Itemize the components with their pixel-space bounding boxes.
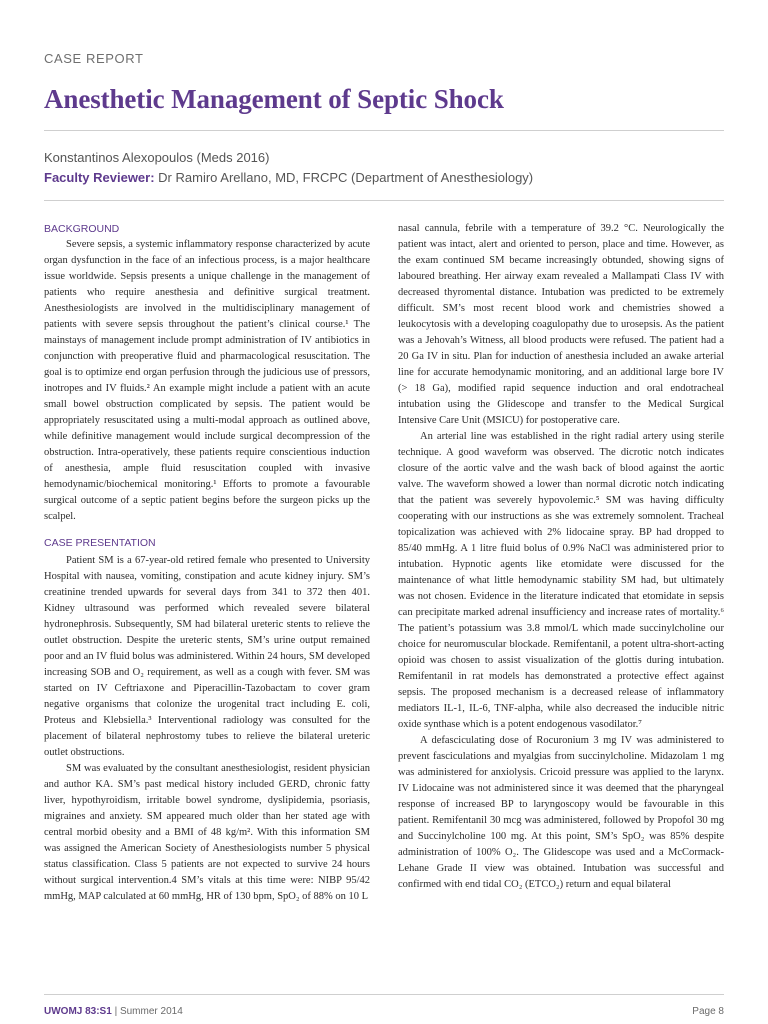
left-column — [44, 221, 370, 985]
right-paragraph-1: nasal cannula, febrile with a temperature of 39.2 °C. Neurologically the patient was intact, alert and oriented to person, place and time. However, as the exam continued SM became increasingly obtunded, showing signs of laboured breathing. Her airway exam revealed a Mallampati Class IV with decreased thyromental distance. Intubation was predicted to be extremely difficult. SM’s most recent blood work and chemistries showed a leukocytosis with a developing coagulopathy due to urosepsis. As the patient was a Jehovah’s Witness, all blood products were refused. The patient had a 20 Ga IV in situ. Plan for induction of anesthesia included an awake arterial line for accurate hemodynamic monitoring, and an additional large bore IV (> 18 Ga), modified rapid sequence induction and oral endotracheal intubation using the Glidescope and transfer to the Medical Surgical Intensive Care Unit (MSICU) for postoperative care. — [398, 223, 724, 426]
issue-date: Summer 2014 — [119, 1006, 183, 1017]
reviewer-line — [44, 170, 533, 185]
case-paragraph-2: SM was evaluated by the consultant anesthesiologist, resident physician and author KA. SM’s past medical history included GERD, chronic fatty liver, hypothyroidism, irritable bowel syndrome, dyslipidemia, psoriasis, migraines and anxiety. SM appeared much older than her stated age with central morbid obesity and a BMI of 48 kg/m². With this information SM was assigned the American Society of Anesthesiologists number 5 physical status classification. Class 5 patients are not expected to survive 24 hours without surgical intervention.4 SM’s vitals at this time were: NIBP 95/42 mmHg, MAP calculated at 60 mmHg, HR of 130 bpm, SpO₂ of 88% on 10 L — [44, 763, 370, 902]
right-paragraph-2: An arterial line was established in the right radial artery using sterile technique. A good waveform was observed. The dicrotic notch indicates closure of the aortic valve and the wash back of blood against the aortic valve. The waveform showed a lower than normal dicrotic notch indicating that the patient was severely hypovolemic.⁵ SM was having difficulty cooperating with our instructions as she was extremely somnolent. Tracheal topicalization was achieved with 2% lidocaine spray. BP had dropped to 85/40 mmHg. A 1 litre fluid bolus of 0.9% NaCl was administered prior to intubation. Hypnotic agents like etomidate were discussed for the maintenance of what little hemodynamic stability SM had, but ultimately was not chosen. Evidence in the literature indicated that etomidate in sepsis can precipitate marked adrenal insufficiency and increase rates of mortality.⁶ The patient’s potassium was 3.8 mmol/L which made succinylcholine our choice for neuromuscular blockade. Remifentanil, a potent ultra-short-acting opioid was chosen to assist visualization of the glottis during intubation. Remifentanil in rat models has demonstrated a protective effect against sepsis. The proposed mechanism is a decreased release of inflammatory mediators IL-1, IL-6, TNF-alpha, while also decreased the inducible nitric oxide synthase which is a potent endogenous vasodilator.⁷ — [398, 431, 724, 730]
reviewer-name: Dr Ramiro Arellano, MD, FRCPC (Department of Anesthesiology) — [158, 170, 534, 185]
page-number: Page 8 — [692, 1006, 724, 1017]
title-divider — [44, 130, 724, 131]
footer-journal — [44, 1006, 183, 1017]
article-title: Anesthetic Management of Septic Shock — [44, 84, 504, 114]
right-column — [398, 221, 724, 985]
case-paragraph-1: Patient SM is a 67-year-old retired female who presented to University Hospital with nausea, vomiting, constipation and acute kidney injury. SM’s creatinine trended upwards for several days from 341 to 372 then 401. Kidney ultrasound was performed which revealed severe bilateral hydronephrosis. Subsequently, SM had bilateral ureteric stents to relieve the outlet obstruction. Despite the ureteric stents, SM’s urine output remained poor and an IV fluid bolus was administered. Within 24 hours, SM developed increasing SOB and O₂ requirement, as well as a cough with fever. SM was started on IV Ceftriaxone and Piperacillin-Tazobactam to cover gram negative organisms that colonize the urogenital tract including E. coli, Proteus and Klebsiella.³ Interventional radiology was consulted for the placement of bilateral nephrostomy tubes to relieve the bilateral ureteric outlet obstructions. — [44, 555, 370, 758]
background-heading: BACKGROUND — [44, 223, 120, 235]
author-line: Konstantinos Alexopoulos (Meds 2016) — [44, 150, 270, 165]
footer-separator: | — [111, 1006, 120, 1017]
background-paragraph: Severe sepsis, a systemic inflammatory response characterized by acute organ dysfunction in the face of an infectious process, is a major healthcare issue worldwide. Sepsis presents a unique challenge in the management of patients who require anesthesia and definitive surgical treatment. Anesthesiologists are involved in the multidisciplinary management of patients with severe sepsis throughout the patient’s clinical course.¹ The mainstays of management include prompt administration of IV antibiotics in conjunction with preoperative fluid and pharmacological resuscitation. The goal is to optimize end organ perfusion through the judicious use of pressors, inotropes and IV fluids.² An example might include a patient with an acute small bowel obstruction complicated by sepsis. The patient would be appropriately resuscitated using a multi-modal approach as outlined above, while definitive management would include surgical decompression of the obstruction. Intra-operatively, these patients require conscientious induction of anesthesia, ample fluid resuscitation coupled with invasive hemodynamic/biochemical monitoring.¹ Efforts to promote a favourable surgical outcome of a septic patient begins before the surgeon picks up the scalpel. — [44, 239, 370, 522]
section-label: CASE REPORT — [44, 51, 144, 66]
journal-name: UWOMJ 83:S1 — [44, 1006, 112, 1017]
reviewer-label: Faculty Reviewer: — [44, 170, 155, 185]
case-presentation-heading: CASE PRESENTATION — [44, 537, 156, 549]
footer-divider — [44, 994, 724, 995]
right-paragraph-3: A defasciculating dose of Rocuronium 3 mg IV was administered to prevent fasciculations and myalgias from succinylcholine. Midazolam 1 mg was administered for anxiolysis. Cricoid pressure was applied to the larynx. IV Lidocaine was not administered since it was deemed that the pharyngeal response of increased BP to laryngoscopy would be favourable in this patient. Remifentanil 30 mcg was administered, followed by Propofol 30 mg and Succinylcholine 100 mg. At this point, SM’s SpO₂ was 85% despite administration of 100% O₂. The Glidescope was used and a McCormack-Lehane Grade II view was obtained. Intubation was successful and confirmed with end tidal CO₂ (ETCO₂) return and equal bilateral — [398, 735, 724, 890]
header-divider — [44, 200, 724, 201]
